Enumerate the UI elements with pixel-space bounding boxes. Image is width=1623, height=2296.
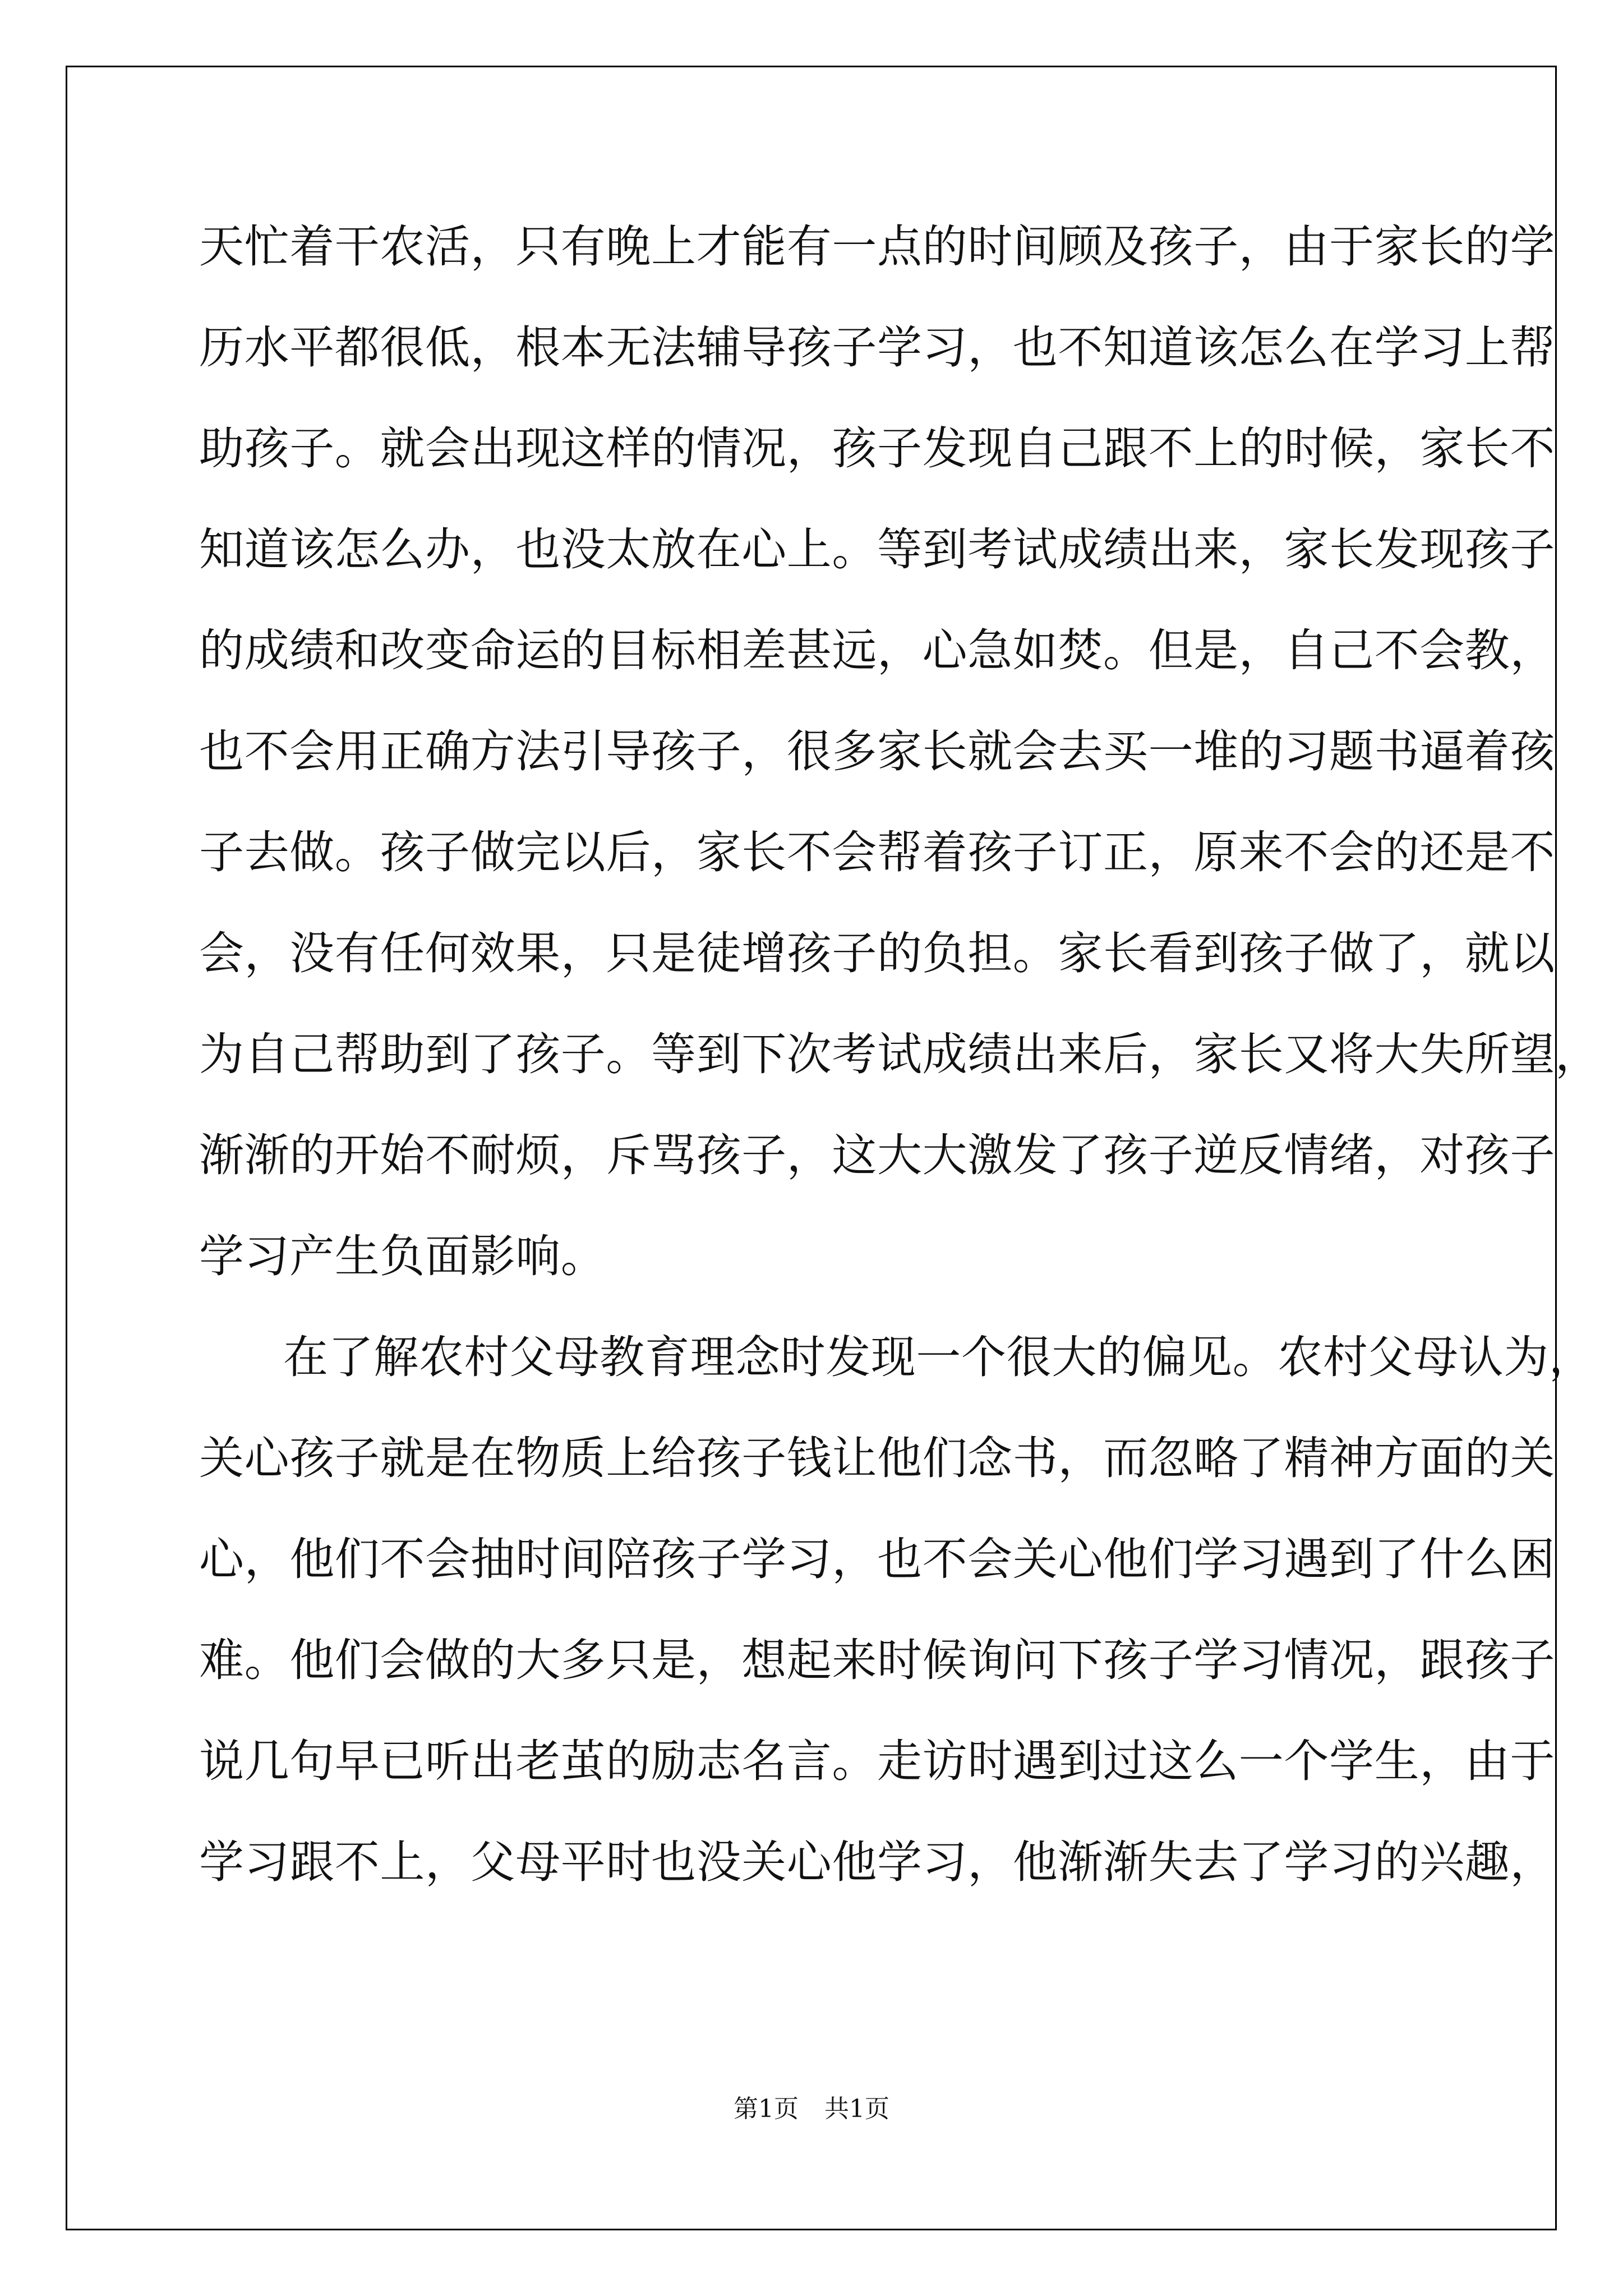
text-line: 心，他们不会抽时间陪孩子学习，也不会关心他们学习遇到了什么困 <box>199 1533 1555 1585</box>
page-number: 第1页 <box>734 2095 799 2123</box>
text-line: 学习产生负面影响。 <box>199 1230 606 1282</box>
page-footer <box>0 2092 1623 2126</box>
text-line: 学习跟不上，父母平时也没关心他学习，他渐渐失去了学习的兴趣， <box>199 1836 1555 1888</box>
text-line: 为自己帮助到了孩子。等到下次考试成绩出来后，家长又将大失所望， <box>199 1028 1601 1080</box>
text-line: 难。他们会做的大多只是，想起来时候询问下孩子学习情况，跟孩子 <box>199 1634 1555 1686</box>
text-line: 子去做。孩子做完以后，家长不会帮着孩子订正，原来不会的还是不 <box>199 826 1555 878</box>
text-line: 知道该怎么办，也没太放在心上。等到考试成绩出来，家长发现孩子 <box>199 523 1555 576</box>
text-line: 助孩子。就会出现这样的情况，孩子发现自己跟不上的时候，家长不 <box>199 422 1555 475</box>
page-total: 共1页 <box>824 2095 889 2123</box>
document-body <box>199 213 1601 1930</box>
text-line: 也不会用正确方法引导孩子，很多家长就会去买一堆的习题书逼着孩 <box>199 725 1555 777</box>
text-line: 关心孩子就是在物质上给孩子钱让他们念书，而忽略了精神方面的关 <box>199 1432 1555 1484</box>
text-line: 的成绩和改变命运的目标相差甚远，心急如焚。但是，自己不会教， <box>199 624 1555 677</box>
text-line: 渐渐的开始不耐烦，斥骂孩子，这大大激发了孩子逆反情绪，对孩子 <box>199 1129 1555 1181</box>
text-line: 天忙着干农活，只有晚上才能有一点的时间顾及孩子，由于家长的学 <box>199 220 1555 273</box>
text-line: 历水平都很低，根本无法辅导孩子学习，也不知道该怎么在学习上帮 <box>199 321 1555 374</box>
paragraph-first-line: 在了解农村父母教育理念时发现一个很大的偏见。农村父母认为， <box>283 1331 1594 1383</box>
text-line: 说几句早已听出老茧的励志名言。走访时遇到过这么一个学生，由于 <box>199 1735 1555 1787</box>
text-line: 会，没有任何效果，只是徒增孩子的负担。家长看到孩子做了，就以 <box>199 927 1555 979</box>
